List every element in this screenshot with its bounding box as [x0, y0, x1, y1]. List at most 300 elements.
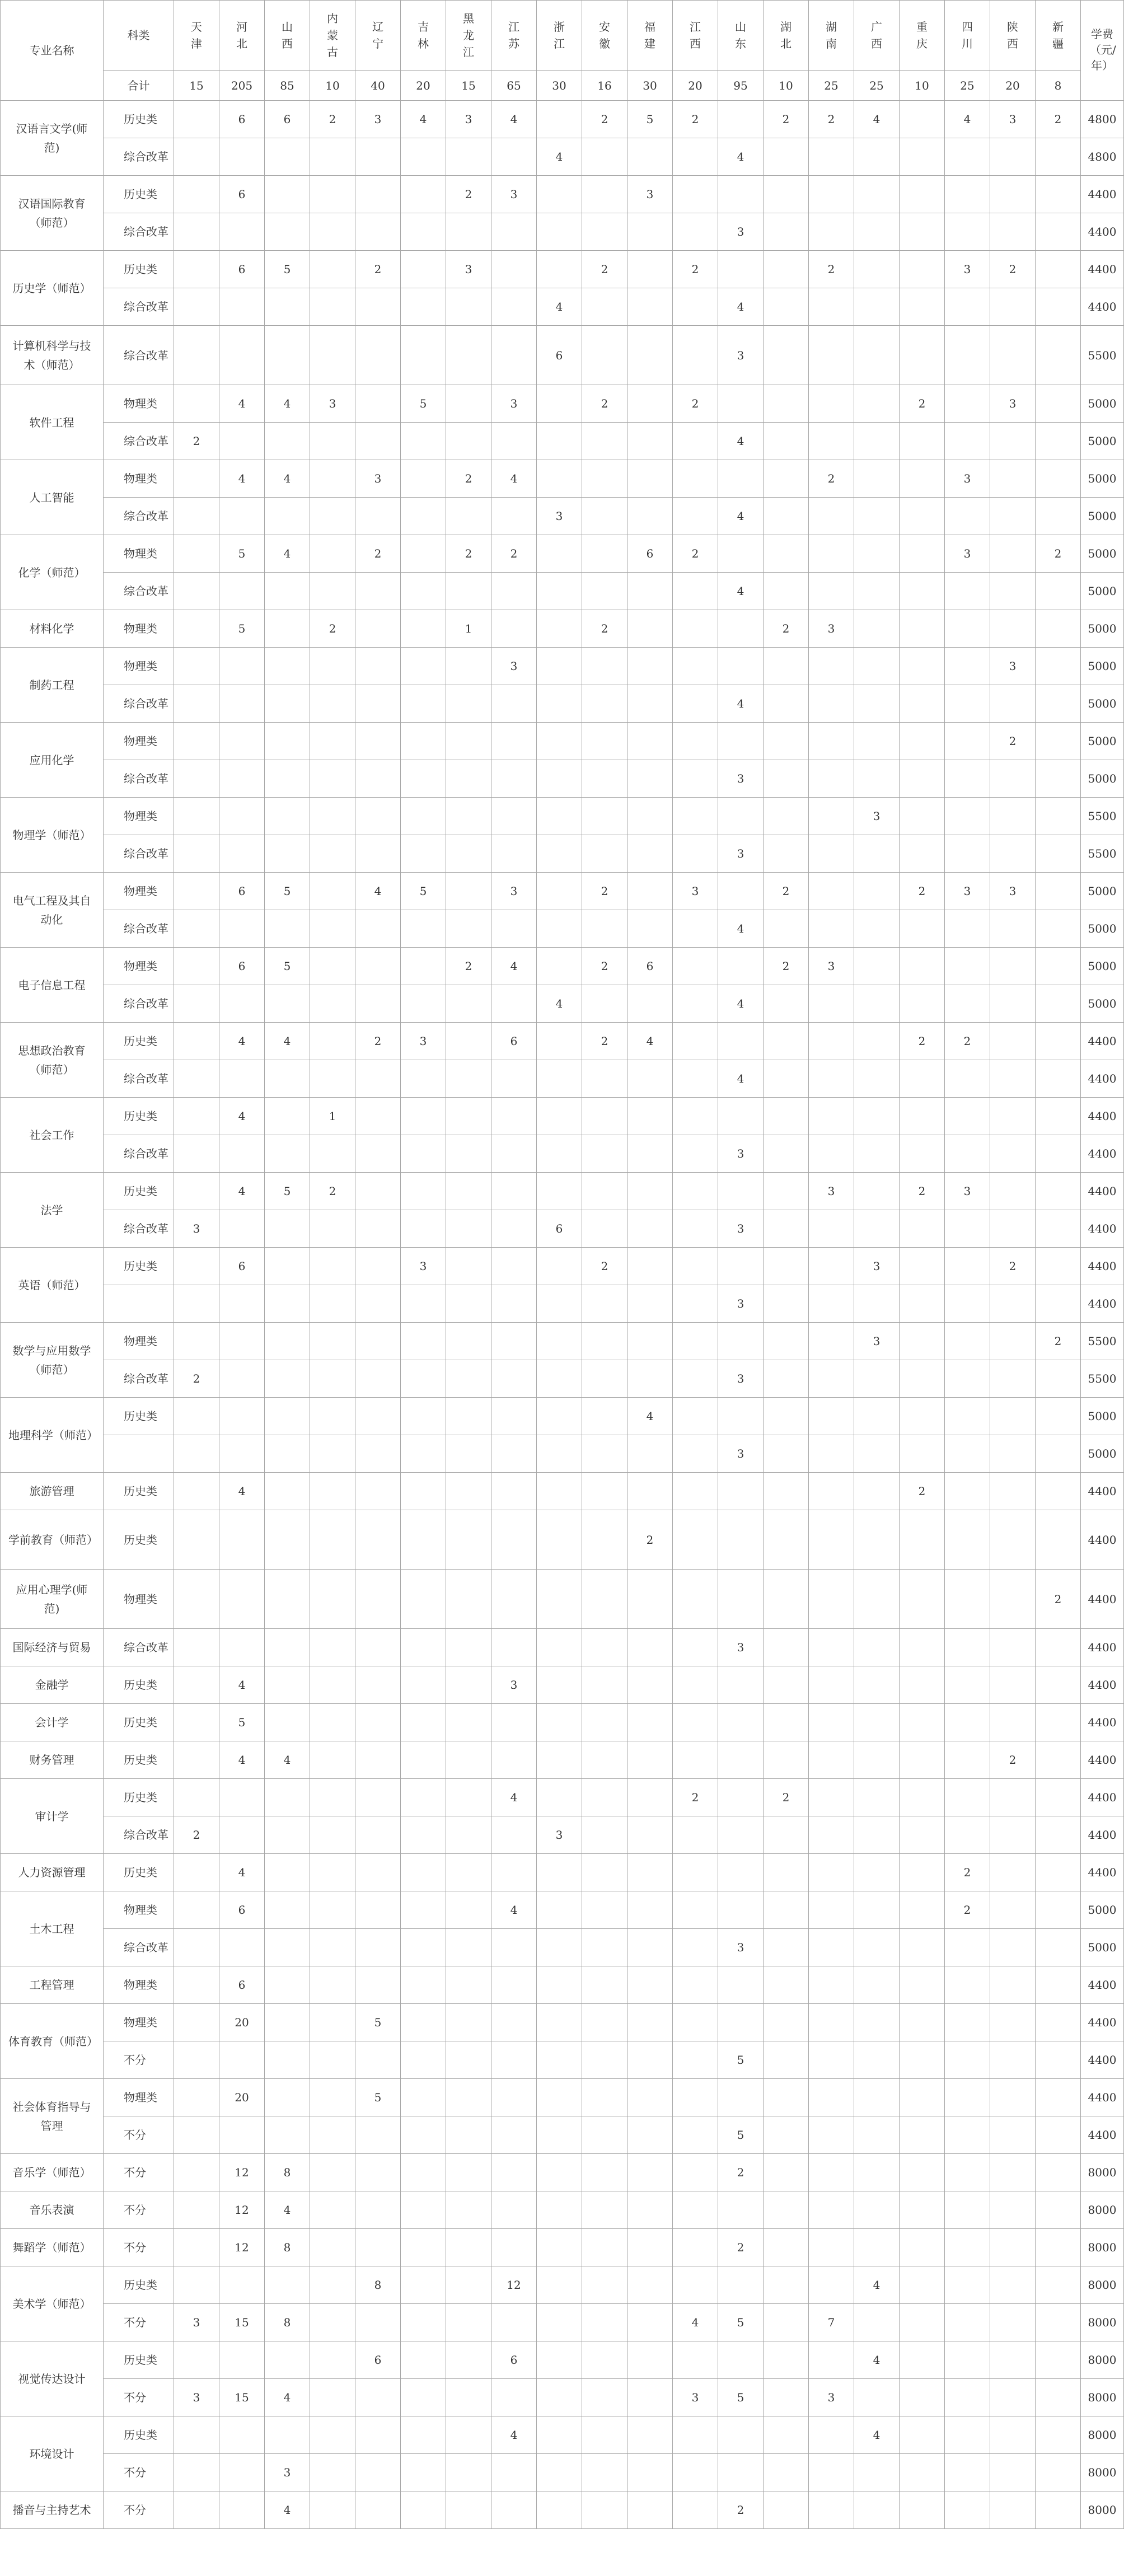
quota-cell: [718, 1816, 764, 1854]
quota-cell: [174, 2116, 219, 2154]
quota-cell: 5: [219, 535, 265, 573]
quota-cell: 4: [219, 1854, 265, 1891]
table-row: [1, 1248, 1124, 1285]
quota-cell: [174, 1929, 219, 1966]
quota-cell: [809, 1779, 854, 1816]
quota-cell: [310, 1248, 355, 1285]
quota-cell: [582, 176, 627, 213]
quota-cell: [627, 288, 673, 326]
quota-cell: [174, 985, 219, 1023]
fee-cell: 5000: [1081, 948, 1124, 985]
quota-cell: [537, 1854, 582, 1891]
province-total: 15: [174, 71, 219, 101]
quota-cell: [219, 1929, 265, 1966]
category-cell: 综合改革: [104, 326, 174, 385]
quota-cell: [809, 1816, 854, 1854]
quota-cell: 3: [491, 1666, 537, 1704]
quota-cell: [945, 723, 990, 760]
quota-cell: [401, 535, 446, 573]
quota-cell: [219, 573, 265, 610]
quota-cell: [990, 535, 1036, 573]
province-total: 10: [764, 71, 809, 101]
fee-cell: 4400: [1081, 1741, 1124, 1779]
quota-cell: [900, 685, 945, 723]
quota-cell: [1036, 288, 1081, 326]
quota-cell: [718, 2191, 764, 2229]
province-name: 河北: [236, 20, 247, 50]
table-row: [1, 1173, 1124, 1210]
quota-cell: [764, 2154, 809, 2191]
quota-cell: 5: [627, 101, 673, 138]
quota-cell: 3: [945, 1173, 990, 1210]
quota-cell: 4: [219, 385, 265, 423]
quota-cell: [990, 1398, 1036, 1435]
major-name: 美术学（师范）: [1, 2266, 104, 2341]
table-row: [1, 2304, 1124, 2341]
quota-cell: [900, 910, 945, 948]
quota-cell: [174, 2454, 219, 2491]
province-total: 20: [673, 71, 718, 101]
quota-cell: 3: [945, 535, 990, 573]
table-row: [1, 288, 1124, 326]
quota-cell: [491, 798, 537, 835]
quota-cell: [401, 460, 446, 498]
quota-cell: [627, 1570, 673, 1629]
province-header: [764, 1, 809, 71]
quota-cell: [401, 2079, 446, 2116]
table-row: [1, 1741, 1124, 1779]
quota-cell: [627, 723, 673, 760]
table-row: [1, 535, 1124, 573]
fee-cell: 4400: [1081, 1023, 1124, 1060]
category-cell: 综合改革: [104, 985, 174, 1023]
quota-cell: [1036, 1966, 1081, 2004]
quota-cell: [537, 1570, 582, 1629]
quota-cell: [582, 1360, 627, 1398]
quota-cell: [446, 2041, 491, 2079]
quota-cell: [265, 835, 310, 873]
quota-cell: [900, 1816, 945, 1854]
quota-cell: [1036, 798, 1081, 835]
quota-cell: [355, 723, 401, 760]
quota-cell: [764, 2079, 809, 2116]
quota-cell: [265, 1135, 310, 1173]
fee-cell: 8000: [1081, 2266, 1124, 2304]
fee-cell: 8000: [1081, 2491, 1124, 2529]
quota-cell: [990, 1285, 1036, 1323]
fee-cell: 5000: [1081, 535, 1124, 573]
quota-cell: [491, 2154, 537, 2191]
quota-cell: [990, 2229, 1036, 2266]
category-cell: 历史类: [104, 1023, 174, 1060]
quota-cell: [310, 2454, 355, 2491]
quota-cell: [627, 1210, 673, 1248]
province-name: 吉林: [418, 20, 429, 50]
quota-cell: [537, 1510, 582, 1570]
quota-cell: [627, 1629, 673, 1666]
quota-cell: [764, 648, 809, 685]
quota-cell: [764, 910, 809, 948]
quota-cell: [401, 1323, 446, 1360]
category-cell: 历史类: [104, 1473, 174, 1510]
quota-cell: [673, 1285, 718, 1323]
quota-cell: 5: [355, 2079, 401, 2116]
quota-cell: [582, 723, 627, 760]
fee-cell: 4400: [1081, 1570, 1124, 1629]
quota-cell: [537, 1704, 582, 1741]
quota-cell: [401, 1666, 446, 1704]
quota-cell: [310, 251, 355, 288]
quota-cell: 4: [718, 423, 764, 460]
quota-cell: [809, 573, 854, 610]
quota-cell: [990, 1098, 1036, 1135]
quota-cell: [491, 1285, 537, 1323]
major-name: 电子信息工程: [1, 948, 104, 1023]
quota-cell: [900, 288, 945, 326]
quota-cell: [265, 1398, 310, 1435]
quota-cell: [174, 648, 219, 685]
quota-cell: [900, 2266, 945, 2304]
quota-cell: 2: [446, 535, 491, 573]
quota-cell: 4: [265, 2379, 310, 2416]
province-header: [491, 1, 537, 71]
quota-cell: [1036, 835, 1081, 873]
quota-cell: [990, 498, 1036, 535]
quota-cell: [627, 1248, 673, 1285]
quota-cell: [310, 1816, 355, 1854]
province-total: 205: [219, 71, 265, 101]
quota-cell: [174, 1966, 219, 2004]
quota-cell: [990, 1435, 1036, 1473]
quota-cell: [900, 985, 945, 1023]
quota-cell: [673, 2116, 718, 2154]
quota-cell: [582, 326, 627, 385]
quota-cell: [990, 948, 1036, 985]
quota-cell: [401, 835, 446, 873]
quota-cell: [446, 1666, 491, 1704]
quota-cell: [537, 873, 582, 910]
quota-cell: [990, 1023, 1036, 1060]
quota-cell: [809, 326, 854, 385]
quota-cell: [945, 423, 990, 460]
quota-cell: [174, 1248, 219, 1285]
quota-cell: [764, 2266, 809, 2304]
table-row: [1, 610, 1124, 648]
quota-cell: [537, 1966, 582, 2004]
quota-cell: 2: [673, 251, 718, 288]
category-cell: 历史类: [104, 1398, 174, 1435]
quota-cell: [265, 423, 310, 460]
quota-cell: [537, 2154, 582, 2191]
quota-cell: [673, 2191, 718, 2229]
quota-cell: [764, 760, 809, 798]
fee-cell: 4400: [1081, 2079, 1124, 2116]
quota-cell: 2: [673, 101, 718, 138]
quota-cell: 3: [990, 873, 1036, 910]
quota-cell: 4: [537, 138, 582, 176]
quota-cell: [945, 835, 990, 873]
quota-cell: [854, 985, 900, 1023]
table-row: [1, 723, 1124, 760]
quota-cell: [673, 288, 718, 326]
fee-cell: 5000: [1081, 1891, 1124, 1929]
quota-cell: [355, 798, 401, 835]
table-row: [1, 760, 1124, 798]
quota-cell: [1036, 1135, 1081, 1173]
quota-cell: [265, 648, 310, 685]
province-name: 山东: [735, 20, 746, 50]
quota-cell: [764, 1510, 809, 1570]
quota-cell: 2: [764, 873, 809, 910]
quota-cell: [446, 910, 491, 948]
table-row: [1, 1704, 1124, 1741]
quota-cell: [174, 385, 219, 423]
quota-cell: [174, 2191, 219, 2229]
quota-cell: [1036, 610, 1081, 648]
quota-cell: [174, 251, 219, 288]
category-cell: 综合改革: [104, 1135, 174, 1173]
quota-cell: [491, 1435, 537, 1473]
quota-cell: [990, 760, 1036, 798]
category-cell: 物理类: [104, 1966, 174, 2004]
table-row: [1, 1779, 1124, 1816]
quota-cell: [1036, 1929, 1081, 1966]
quota-cell: [900, 1210, 945, 1248]
fee-cell: 5500: [1081, 835, 1124, 873]
quota-cell: [446, 326, 491, 385]
quota-cell: 4: [265, 2191, 310, 2229]
fee-cell: 5000: [1081, 1398, 1124, 1435]
quota-cell: [809, 385, 854, 423]
quota-cell: [310, 648, 355, 685]
quota-cell: [537, 1098, 582, 1135]
category-cell: [104, 1285, 174, 1323]
quota-cell: 3: [673, 873, 718, 910]
quota-cell: [355, 1285, 401, 1323]
quota-cell: 3: [990, 101, 1036, 138]
quota-cell: [537, 2041, 582, 2079]
quota-cell: [355, 1398, 401, 1435]
province-total: 20: [401, 71, 446, 101]
quota-cell: [582, 1098, 627, 1135]
quota-cell: [945, 1741, 990, 1779]
quota-cell: [265, 760, 310, 798]
quota-cell: [900, 948, 945, 985]
major-name: 软件工程: [1, 385, 104, 460]
quota-cell: [809, 798, 854, 835]
quota-cell: [174, 138, 219, 176]
quota-cell: [401, 1854, 446, 1891]
quota-cell: [491, 138, 537, 176]
quota-cell: 5: [718, 2041, 764, 2079]
quota-cell: [355, 985, 401, 1023]
quota-cell: [446, 2379, 491, 2416]
fee-header: [1081, 1, 1124, 101]
quota-cell: 3: [537, 498, 582, 535]
quota-cell: [990, 1060, 1036, 1098]
quota-cell: [673, 176, 718, 213]
quota-cell: 6: [219, 101, 265, 138]
major-name: 数学与应用数学（师范）: [1, 1323, 104, 1398]
quota-cell: 12: [219, 2154, 265, 2191]
quota-cell: [809, 1285, 854, 1323]
quota-cell: [446, 2191, 491, 2229]
quota-cell: [764, 138, 809, 176]
quota-cell: [310, 835, 355, 873]
quota-cell: [1036, 1891, 1081, 1929]
quota-cell: [491, 1929, 537, 1966]
quota-cell: [990, 910, 1036, 948]
quota-cell: [174, 1435, 219, 1473]
fee-cell: 5000: [1081, 723, 1124, 760]
quota-cell: [537, 2191, 582, 2229]
quota-cell: [900, 1629, 945, 1666]
quota-cell: [265, 1966, 310, 2004]
quota-cell: 3: [718, 213, 764, 251]
quota-cell: [673, 985, 718, 1023]
quota-cell: [174, 1473, 219, 1510]
quota-cell: [582, 2416, 627, 2454]
quota-cell: 5: [718, 2116, 764, 2154]
category-cell: 综合改革: [104, 1060, 174, 1098]
quota-cell: [1036, 2341, 1081, 2379]
quota-cell: [582, 498, 627, 535]
table-row: [1, 1360, 1124, 1398]
quota-cell: 2: [582, 1248, 627, 1285]
quota-cell: [854, 1704, 900, 1741]
quota-cell: [310, 2491, 355, 2529]
quota-cell: 4: [718, 685, 764, 723]
major-name: 物理学（师范）: [1, 798, 104, 873]
quota-cell: [990, 610, 1036, 648]
quota-cell: [945, 1398, 990, 1435]
quota-cell: [582, 2454, 627, 2491]
quota-cell: [582, 1854, 627, 1891]
province-total: 10: [900, 71, 945, 101]
quota-cell: 3: [854, 1323, 900, 1360]
quota-cell: [355, 948, 401, 985]
quota-cell: [718, 1023, 764, 1060]
quota-cell: [401, 1060, 446, 1098]
quota-cell: [265, 288, 310, 326]
quota-cell: [491, 288, 537, 326]
quota-cell: [764, 1704, 809, 1741]
quota-cell: [1036, 1060, 1081, 1098]
quota-cell: [764, 573, 809, 610]
quota-cell: [219, 138, 265, 176]
quota-cell: [537, 176, 582, 213]
quota-cell: [582, 1629, 627, 1666]
quota-cell: [627, 910, 673, 948]
category-cell: 历史类: [104, 2341, 174, 2379]
fee-cell: 4400: [1081, 1173, 1124, 1210]
quota-cell: [945, 1248, 990, 1285]
quota-cell: [401, 176, 446, 213]
quota-cell: 2: [945, 1854, 990, 1891]
quota-cell: [990, 2266, 1036, 2304]
table-row: [1, 1570, 1124, 1629]
quota-cell: [219, 1210, 265, 1248]
quota-cell: [401, 2341, 446, 2379]
table-row: [1, 2416, 1124, 2454]
quota-cell: [673, 798, 718, 835]
quota-cell: [1036, 1023, 1081, 1060]
quota-cell: [945, 1666, 990, 1704]
quota-cell: [401, 648, 446, 685]
quota-cell: [990, 176, 1036, 213]
quota-cell: [401, 2416, 446, 2454]
quota-cell: [174, 1510, 219, 1570]
quota-cell: 4: [265, 1023, 310, 1060]
quota-cell: [945, 2154, 990, 2191]
quota-cell: 2: [900, 1173, 945, 1210]
quota-cell: [1036, 2454, 1081, 2491]
quota-cell: [627, 1360, 673, 1398]
quota-cell: [582, 685, 627, 723]
quota-cell: [945, 1929, 990, 1966]
quota-cell: [990, 2491, 1036, 2529]
quota-cell: [764, 460, 809, 498]
category-cell: 历史类: [104, 1098, 174, 1135]
province-name: 湖北: [780, 20, 792, 50]
quota-cell: [401, 2154, 446, 2191]
quota-cell: [537, 610, 582, 648]
quota-cell: [990, 1173, 1036, 1210]
quota-cell: [718, 1473, 764, 1510]
quota-cell: [673, 2454, 718, 2491]
quota-cell: [401, 1285, 446, 1323]
quota-cell: 3: [446, 101, 491, 138]
quota-cell: [491, 610, 537, 648]
quota-cell: [219, 423, 265, 460]
quota-cell: [1036, 723, 1081, 760]
quota-cell: [718, 1570, 764, 1629]
quota-cell: [582, 2341, 627, 2379]
quota-cell: [537, 2116, 582, 2154]
quota-cell: [310, 1360, 355, 1398]
quota-cell: [673, 2341, 718, 2379]
quota-cell: [265, 1704, 310, 1741]
quota-cell: [673, 2491, 718, 2529]
quota-cell: [310, 798, 355, 835]
quota-cell: [945, 326, 990, 385]
province-total: 95: [718, 71, 764, 101]
quota-cell: [537, 2491, 582, 2529]
quota-cell: 4: [718, 138, 764, 176]
category-cell: 历史类: [104, 1510, 174, 1570]
quota-cell: [491, 2079, 537, 2116]
quota-cell: [265, 498, 310, 535]
quota-cell: [355, 1966, 401, 2004]
quota-cell: [265, 176, 310, 213]
quota-cell: [355, 1929, 401, 1966]
quota-cell: [310, 1704, 355, 1741]
province-name: 安徽: [599, 20, 610, 50]
fee-cell: 4800: [1081, 138, 1124, 176]
category-cell: 综合改革: [104, 1629, 174, 1666]
quota-cell: [446, 2004, 491, 2041]
quota-cell: [446, 1023, 491, 1060]
quota-cell: 2: [310, 1173, 355, 1210]
major-name: 社会工作: [1, 1098, 104, 1173]
quota-cell: [310, 1285, 355, 1323]
quota-cell: [1036, 873, 1081, 910]
quota-cell: [491, 1510, 537, 1570]
quota-cell: [718, 873, 764, 910]
quota-cell: [1036, 176, 1081, 213]
quota-cell: [310, 2004, 355, 2041]
quota-cell: 2: [627, 1510, 673, 1570]
